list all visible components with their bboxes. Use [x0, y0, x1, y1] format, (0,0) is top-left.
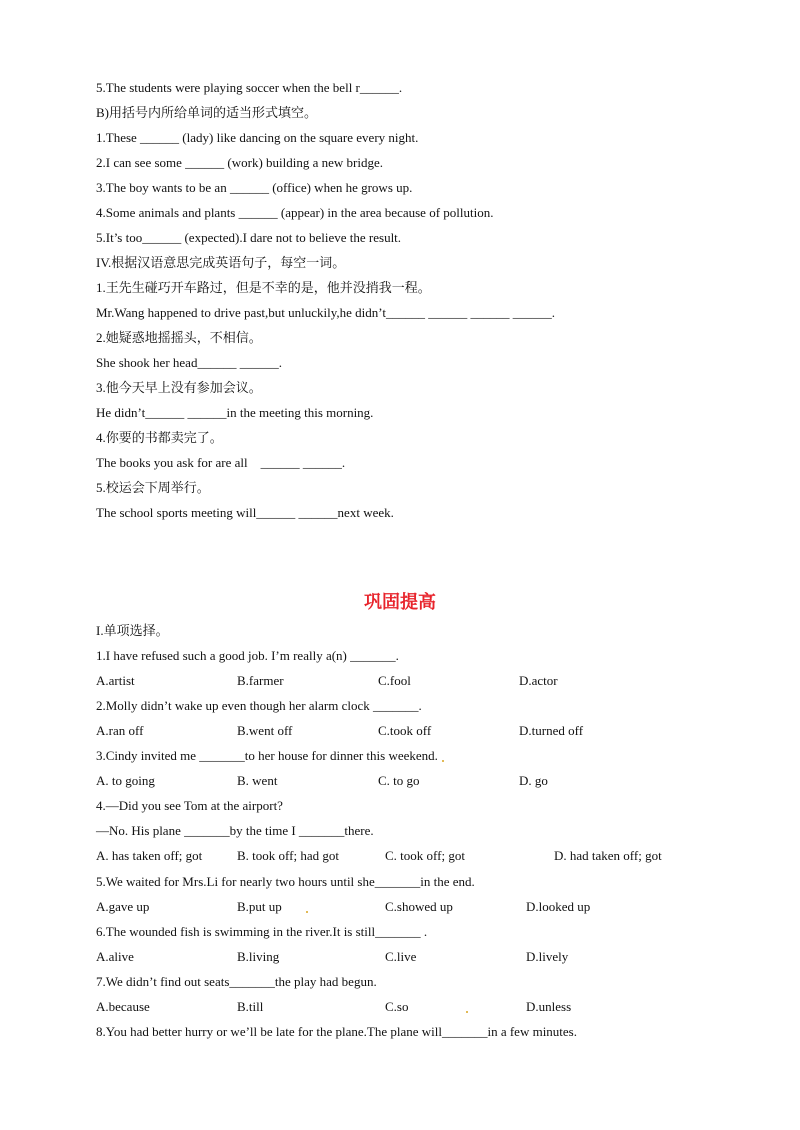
chinese-prompt: 4.你要的书都卖完了。 [96, 430, 223, 445]
option-c: C. to go [378, 773, 420, 788]
option-b: B. went [237, 773, 278, 788]
exercise-line: 3.The boy wants to be an ______ (office) when he grows up. [96, 180, 413, 195]
english-sentence: Mr.Wang happened to drive past,but unluckily,he didn’t______ ______ ______ ______. [96, 305, 555, 320]
chinese-prompt: 5.校运会下周举行。 [96, 480, 210, 495]
english-sentence: The school sports meeting will______ ______next week. [96, 505, 394, 520]
question-text: 2.Molly didn’t wake up even though her alarm clock _______. [96, 698, 422, 713]
section-title: I.单项选择。 [96, 623, 169, 638]
option-b: B.living [237, 949, 280, 964]
option-c: C.fool [378, 673, 411, 688]
chinese-prompt: 2.她疑惑地摇摇头，不相信。 [96, 330, 262, 345]
question-text: 4.—Did you see Tom at the airport? [96, 798, 283, 813]
option-d: D. go [519, 773, 548, 788]
question-text: 5.We waited for Mrs.Li for nearly two hours until she_______in the end. [96, 874, 475, 889]
chinese-prompt: 1.王先生碰巧开车路过，但是不幸的是，他并没捎我一程。 [96, 280, 431, 295]
consolidation-heading: 巩固提高 [364, 592, 436, 613]
option-d: D.unless [526, 999, 572, 1014]
option-a: A.because [96, 999, 150, 1014]
english-sentence: The books you ask for are all ______ ______. [96, 455, 346, 470]
option-b: B.till [237, 999, 264, 1014]
option-b: B. took off; had got [237, 848, 339, 863]
option-a: A.gave up [96, 899, 150, 914]
option-d: D.lively [526, 949, 569, 964]
option-d: D.turned off [519, 723, 584, 738]
exercise-line: 1.These ______ (lady) like dancing on the square every night. [96, 130, 419, 145]
question-text-reply: —No. His plane _______by the time I _______there. [96, 823, 374, 838]
question-text: 7.We didn’t find out seats_______the play had begun. [96, 974, 377, 989]
option-d: D.actor [519, 673, 558, 688]
stray-mark [442, 760, 444, 762]
option-a: A.ran off [96, 723, 144, 738]
option-c: C.took off [378, 723, 432, 738]
option-b: B.farmer [237, 673, 284, 688]
english-sentence: He didn’t______ ______in the meeting this morning. [96, 405, 374, 420]
stray-mark [306, 911, 308, 913]
exercise-line: 2.I can see some ______ (work) building a new bridge. [96, 155, 384, 170]
exercise-line: 5.It’s too______ (expected).I dare not to believe the result. [96, 230, 402, 245]
option-c: C.live [385, 949, 417, 964]
option-a: A.artist [96, 673, 135, 688]
section-title: B)用括号内所给单词的适当形式填空。 [96, 105, 318, 120]
option-b: B.went off [237, 723, 293, 738]
exercise-line: 4.Some animals and plants ______ (appear) in the area because of pollution. [96, 205, 494, 220]
exercise-line: 5.The students were playing soccer when the bell r______. [96, 80, 403, 95]
option-a: A.alive [96, 949, 134, 964]
option-c: C.so [385, 999, 409, 1014]
question-text: 8.You had better hurry or we’ll be late for the plane.The plane will_______in a few minutes. [96, 1024, 577, 1039]
option-a: A. has taken off; got [96, 848, 203, 863]
section-title: IV.根据汉语意思完成英语句子，每空一词。 [96, 255, 346, 270]
stray-mark [466, 1011, 468, 1013]
option-d: D.looked up [526, 899, 591, 914]
option-c: C.showed up [385, 899, 453, 914]
option-a: A. to going [96, 773, 155, 788]
option-c: C. took off; got [385, 848, 465, 863]
chinese-prompt: 3.他今天早上没有参加会议。 [96, 380, 262, 395]
option-b: B.put up [237, 899, 282, 914]
option-d: D. had taken off; got [554, 848, 662, 863]
question-text: 6.The wounded fish is swimming in the river.It is still_______ . [96, 924, 428, 939]
english-sentence: She shook her head______ ______. [96, 355, 282, 370]
question-text: 3.Cindy invited me _______to her house for dinner this weekend. [96, 748, 438, 763]
question-text: 1.I have refused such a good job. I’m really a(n) _______. [96, 648, 399, 663]
